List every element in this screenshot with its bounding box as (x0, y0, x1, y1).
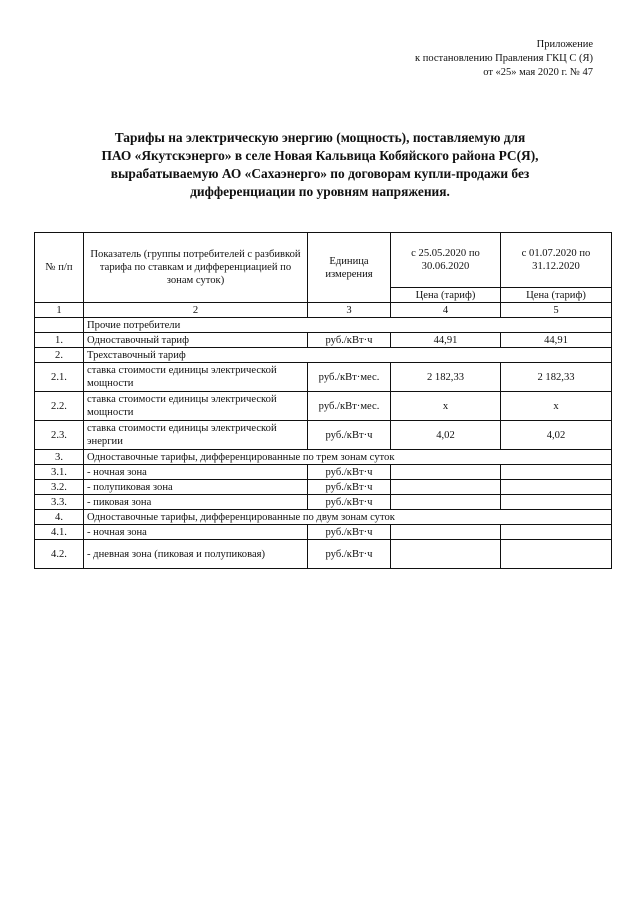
row-name-cell: Одноставочный тариф (84, 333, 308, 348)
row-num-cell: 2.3. (35, 421, 84, 450)
row-num-cell: 3.1. (35, 465, 84, 480)
row-value-cell: 2 182,33 (391, 363, 501, 392)
row-num-cell: 3.3. (35, 495, 84, 510)
table-row (35, 392, 612, 421)
title-line-3: вырабатываемую АО «Сахаэнерго» по договорам купли-продажи без (110, 166, 530, 181)
table-header-row (35, 233, 612, 288)
row-num-cell: 4. (35, 510, 84, 525)
row-value-cell: х (501, 392, 612, 421)
colnum-cell: 4 (391, 303, 501, 318)
title-line-2: ПАО «Якутскэнерго» в селе Новая Кальвица Кобяйского района РС(Я), (101, 148, 539, 163)
row-value-cell (391, 525, 501, 540)
header-unit: Единица измерения (308, 233, 391, 303)
row-name-cell: Трехставочный тариф (84, 348, 612, 363)
table-row (35, 333, 612, 348)
tariff-table (34, 232, 612, 569)
row-name-cell: - дневная зона (пиковая и полупиковая) (84, 540, 308, 569)
row-value-cell (391, 480, 501, 495)
table-row (35, 480, 612, 495)
row-value-cell: 44,91 (501, 333, 612, 348)
row-name-cell: - ночная зона (84, 465, 308, 480)
row-value-cell (501, 465, 612, 480)
title-line-4: дифференциации по уровням напряжения. (190, 184, 450, 199)
table-row (35, 450, 612, 465)
row-value-cell: х (391, 392, 501, 421)
row-value-cell (501, 480, 612, 495)
row-value-cell (391, 495, 501, 510)
row-name-cell: ставка стоимости единицы электрической мощности (84, 392, 308, 421)
table-row (35, 495, 612, 510)
row-value-cell (501, 525, 612, 540)
row-num-cell: 4.2. (35, 540, 84, 569)
table-row (35, 348, 612, 363)
table-row (35, 525, 612, 540)
row-value-cell: 44,91 (391, 333, 501, 348)
table-row (35, 421, 612, 450)
row-unit-cell: руб./кВт·ч (308, 495, 391, 510)
header-indicator: Показатель (группы потребителей с разбивкой тарифа по ставкам и дифференциацией по зонам суток) (84, 233, 308, 303)
row-name-cell: Одноставочные тарифы, дифференцированные по трем зонам суток (84, 450, 612, 465)
row-name-cell: Прочие потребители (84, 318, 612, 333)
row-value-cell: 4,02 (391, 421, 501, 450)
column-number-row (35, 303, 612, 318)
row-value-cell (391, 540, 501, 569)
header-period-1: с 25.05.2020 по 30.06.2020 (391, 233, 501, 288)
row-num-cell: 3. (35, 450, 84, 465)
row-value-cell: 2 182,33 (501, 363, 612, 392)
row-unit-cell: руб./кВт·ч (308, 540, 391, 569)
colnum-cell: 5 (501, 303, 612, 318)
row-num-cell: 3.2. (35, 480, 84, 495)
row-num-cell: 2.2. (35, 392, 84, 421)
row-value-cell: 4,02 (501, 421, 612, 450)
header-period-2: с 01.07.2020 по 31.12.2020 (501, 233, 612, 288)
colnum-cell: 3 (308, 303, 391, 318)
row-unit-cell: руб./кВт·ч (308, 480, 391, 495)
appendix-line-1: Приложение (536, 39, 593, 50)
header-price-1: Цена (тариф) (391, 288, 501, 303)
table-row (35, 318, 612, 333)
header-price-2: Цена (тариф) (501, 288, 612, 303)
row-name-cell: - пиковая зона (84, 495, 308, 510)
row-name-cell: ставка стоимости единицы электрической мощности (84, 363, 308, 392)
header-num: № п/п (35, 233, 84, 303)
appendix-line-3: от «25» мая 2020 г. № 47 (483, 67, 593, 78)
table-row (35, 465, 612, 480)
row-name-cell: - полупиковая зона (84, 480, 308, 495)
row-num-cell: 1. (35, 333, 84, 348)
colnum-cell: 1 (35, 303, 84, 318)
row-unit-cell: руб./кВт·ч (308, 465, 391, 480)
row-unit-cell: руб./кВт·мес. (308, 392, 391, 421)
row-unit-cell: руб./кВт·ч (308, 525, 391, 540)
row-unit-cell: руб./кВт·мес. (308, 363, 391, 392)
row-value-cell (501, 495, 612, 510)
title-line-1: Тарифы на электрическую энергию (мощность), поставляемую для (114, 130, 526, 145)
colnum-cell: 2 (84, 303, 308, 318)
row-value-cell (391, 465, 501, 480)
row-unit-cell: руб./кВт·ч (308, 333, 391, 348)
row-unit-cell: руб./кВт·ч (308, 421, 391, 450)
table-row (35, 540, 612, 569)
appendix-line-2: к постановлению Правления ГКЦ С (Я) (414, 53, 593, 64)
row-num-cell (35, 318, 84, 333)
row-name-cell: - ночная зона (84, 525, 308, 540)
table-row (35, 363, 612, 392)
table-row (35, 510, 612, 525)
appendix-header (415, 38, 593, 80)
row-num-cell: 2. (35, 348, 84, 363)
row-num-cell: 4.1. (35, 525, 84, 540)
row-num-cell: 2.1. (35, 363, 84, 392)
row-name-cell: ставка стоимости единицы электрической энергии (84, 421, 308, 450)
row-value-cell (501, 540, 612, 569)
document-title (60, 129, 580, 201)
row-name-cell: Одноставочные тарифы, дифференцированные по двум зонам суток (84, 510, 612, 525)
